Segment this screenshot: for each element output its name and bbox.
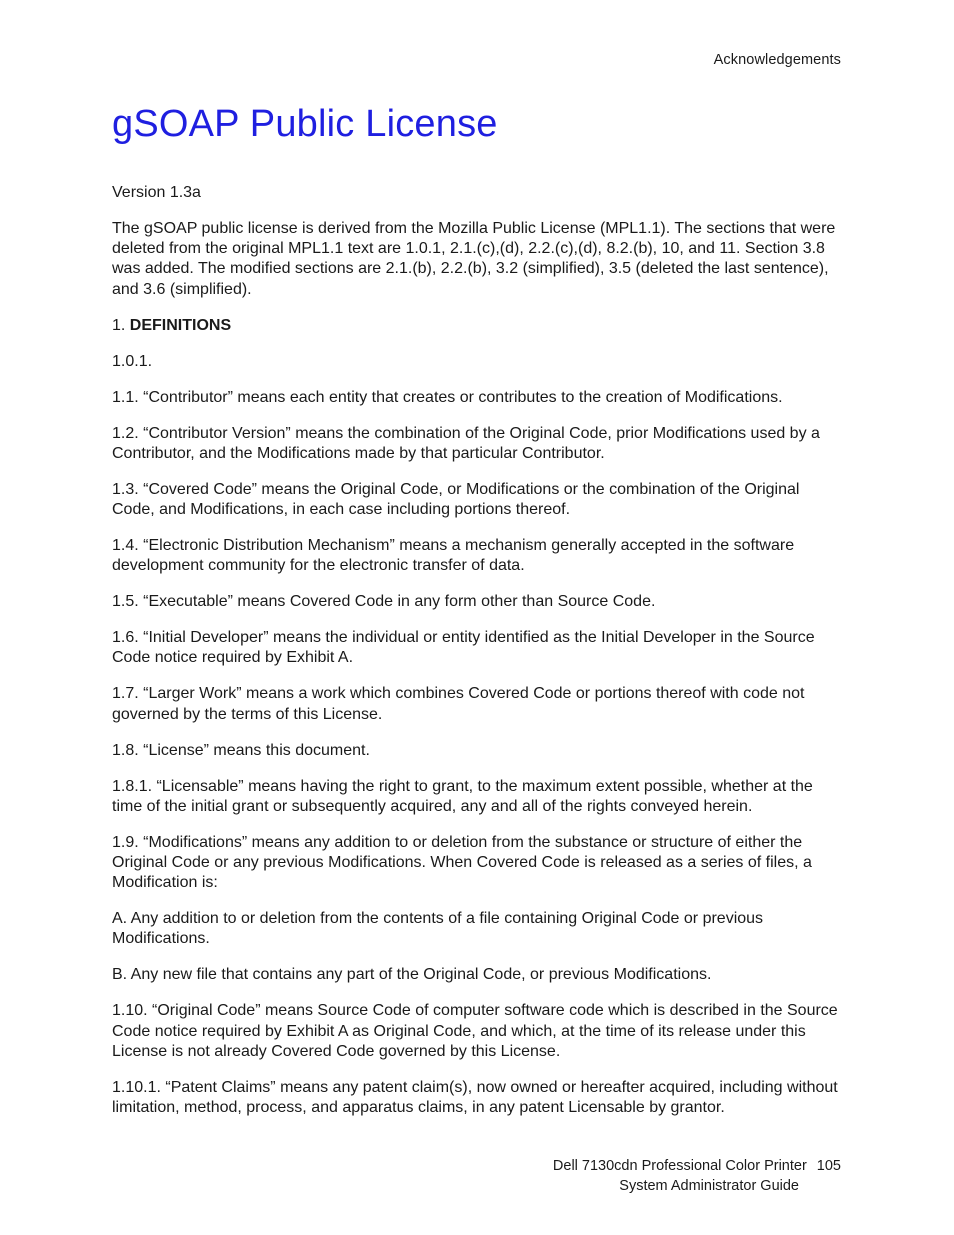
running-header: Acknowledgements [713,52,841,68]
definitions-heading [112,316,844,336]
paragraph-1-4: 1.4. “Electronic Distribution Mechanism” means a mechanism generally accepted in the software development community for the electronic transfer of data. [112,537,795,575]
paragraph-1-10-1: 1.10.1. “Patent Claims” means any patent claim(s), now owned or hereafter acquired, including without limitation, method, process, and apparatus claims, in any patent Licensable by grantor. [112,1078,838,1117]
footer-product: Dell 7130cdn Professional Color Printer [552,1158,807,1174]
paragraph-1-5: 1.5. “Executable” means Covered Code in any form other than Source Code. [112,593,656,611]
paragraph-b: B. Any new file that contains any part of the Original Code, or previous Modifications. [112,966,712,984]
paragraph-a: A. Any addition to or deletion from the contents of a file containing Original Code or previous Modifications. [112,910,764,948]
paragraph-1-0-1: 1.0.1. [112,352,153,370]
document-body [112,183,844,1134]
page-title: gSOAP Public License [112,103,498,145]
paragraph-1-6: 1.6. “Initial Developer” means the individual or entity identified as the Initial Developer in the Source Code notice required by Exhibit A. [112,629,815,667]
paragraph-1-2: 1.2. “Contributor Version” means the combination of the Original Code, prior Modifications used by a Contributor, and the Modifications made by that particular Contributor. [112,424,820,462]
definitions-number: 1. [112,316,126,334]
page-number: 105 [816,1158,841,1174]
paragraph-1-3: 1.3. “Covered Code” means the Original Code, or Modifications or the combination of the Original Code, and Modifications, in each case including portions thereof. [112,480,800,519]
footer-guide: System Administrator Guide [619,1178,799,1194]
paragraph-1-8: 1.8. “License” means this document. [112,741,370,759]
footer-line-1 [553,1156,841,1176]
intro-paragraph: The gSOAP public license is derived from the Mozilla Public License (MPL1.1). The sections that were deleted from the original MPL1.1 text are 1.0.1, 2.1.(c),(d), 2.2.(c),(d), 8.2.(b), 10, and 11. Section 3.8 was added. The modified sections are 2.1.(b), 2.2.(b), 3.2 (simplified), 3.5 (deleted the last sentence), and 3.6 (simplified). [112,220,836,298]
paragraph-1-7: 1.7. “Larger Work” means a work which combines Covered Code or portions thereof with code not governed by the terms of this License. [112,685,805,723]
paragraph-1-1: 1.1. “Contributor” means each entity that creates or contributes to the creation of Modifications. [112,388,783,406]
paragraph-1-10: 1.10. “Original Code” means Source Code of computer software code which is described in the Source Code notice required by Exhibit A as Original Code, and which, at the time of its release under this License is not already Covered Code governed by this License. [112,1002,838,1060]
version-line: Version 1.3a [112,184,201,201]
paragraph-1-9: 1.9. “Modifications” means any addition to or deletion from the substance or structure of either the Original Code or any previous Modifications. When Covered Code is released as a series of files, a Modification is: [112,833,812,892]
definitions-label: DEFINITIONS [129,316,232,334]
paragraph-1-8-1: 1.8.1. “Licensable” means having the right to grant, to the maximum extent possible, whether at the time of the initial grant or subsequently acquired, any and all of the rights conveyed herein. [112,777,813,815]
page-footer [553,1156,841,1196]
